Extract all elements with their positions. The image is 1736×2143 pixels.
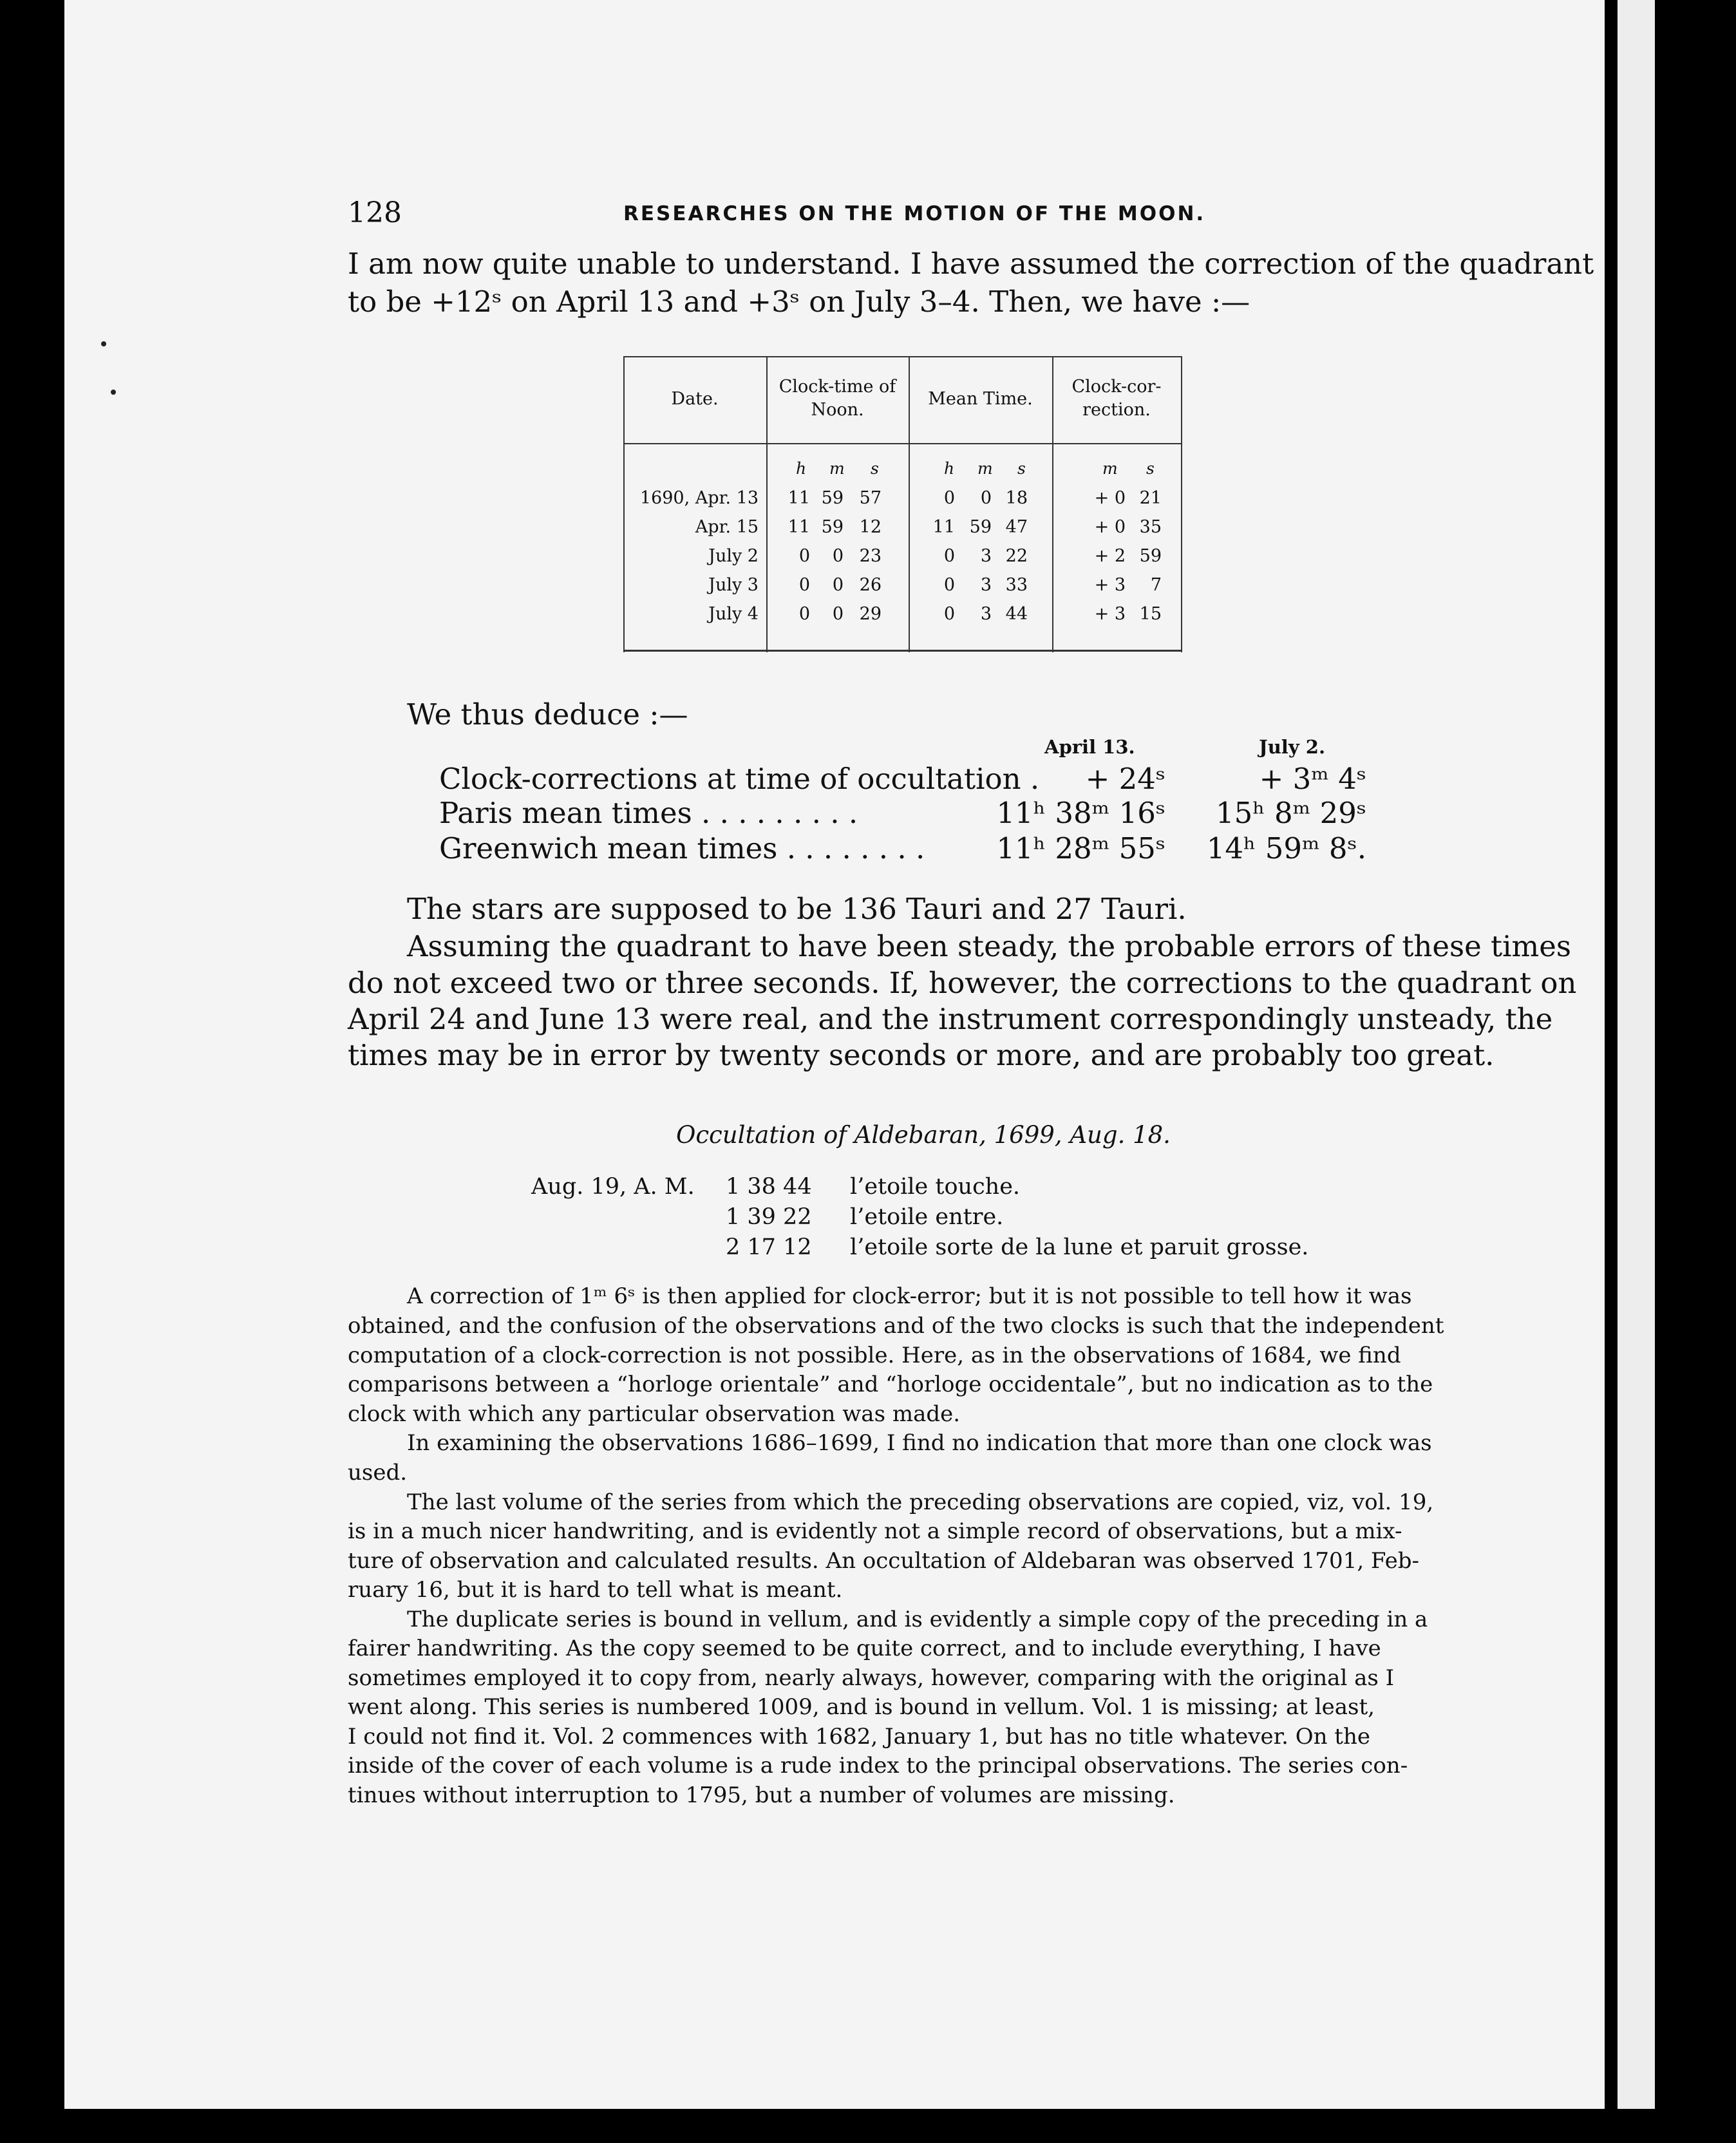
small-para-line: computation of a clock-correction is not possible. Here, as in the observations of 1684, we find [348, 1343, 1401, 1368]
header-clock-time-line1: Clock-time of [778, 377, 896, 397]
deduce-row-july: 15ʰ 8ᵐ 29ˢ [1216, 796, 1366, 830]
row-mean-h: 11 [932, 517, 955, 537]
deduce-row-april: 11ʰ 38ᵐ 16ˢ [996, 796, 1165, 830]
small-para-line: is in a much nicer handwriting, and is evidently not a simple record of observations, but a mix- [348, 1518, 1402, 1544]
page-number: 128 [348, 196, 402, 229]
small-para-line: used. [348, 1460, 408, 1486]
header-clock-time-line2: Noon. [811, 400, 864, 420]
row-mean-h: 0 [943, 488, 955, 508]
deduce-row-label: Clock-corrections at time of occultation . [439, 762, 1040, 796]
row-mean-m: 3 [980, 604, 992, 624]
deduce-row-july: + 3ᵐ 4ˢ [1259, 762, 1366, 796]
scan-border [1661, 0, 1736, 2143]
small-para-line: I could not find it. Vol. 2 commences with 1682, January 1, but has no title whatever. On the [348, 1724, 1370, 1750]
row-mean-s: 22 [1005, 546, 1028, 566]
row-clock-m: 0 [832, 575, 844, 595]
occultation-date: Aug. 19, A. M. [531, 1174, 695, 1200]
unit-h: h [944, 459, 955, 478]
row-mean-s: 33 [1005, 575, 1028, 595]
occultation-time: 1 38 44 [726, 1174, 812, 1200]
row-date: July 4 [708, 604, 759, 624]
para-assume-line: Assuming the quadrant to have been steady, the probable errors of these times [407, 929, 1571, 963]
small-para-line: inside of the cover of each volume is a rude index to the principal observations. The series con- [348, 1753, 1408, 1779]
unit-m: m [1102, 459, 1118, 478]
unit-m: m [829, 459, 845, 478]
row-mean-m: 0 [980, 488, 992, 508]
small-para-line: A correction of 1ᵐ 6ˢ is then applied for clock-error; but it is not possible to tell how it was [407, 1283, 1412, 1309]
scan-speck [101, 341, 106, 346]
unit-s: s [1017, 459, 1026, 478]
deduce-row-july: 14ʰ 59ᵐ 8ˢ. [1206, 831, 1366, 865]
header-clock-correction [1052, 375, 1181, 422]
small-para-line: went along. This series is numbered 1009, and is bound in vellum. Vol. 1 is missing; at least, [348, 1694, 1375, 1720]
row-mean-h: 0 [943, 546, 955, 566]
row-mean-m: 59 [969, 517, 992, 537]
row-mean-h: 0 [943, 604, 955, 624]
intro-line: I am now quite unable to understand. I have assumed the correction of the quadrant [348, 247, 1594, 281]
row-clock-s: 23 [859, 546, 882, 566]
row-clock-h: 11 [788, 517, 810, 537]
deduce-row-april: + 24ˢ [1085, 762, 1165, 796]
deduce-row-label: Greenwich mean times . . . . . . . . [439, 831, 925, 865]
occultation-note: l’etoile sorte de la lune et paruit grosse. [850, 1234, 1309, 1260]
row-mean-m: 3 [980, 575, 992, 595]
small-para-line: The duplicate series is bound in vellum, and is evidently a simple copy of the preceding in a [407, 1607, 1428, 1632]
row-date: July 3 [708, 575, 759, 595]
small-para-line: ture of observation and calculated results. An occultation of Aldebaran was observed 1701, Feb- [348, 1548, 1420, 1574]
row-corr-s: 59 [1139, 546, 1162, 566]
row-clock-h: 0 [798, 546, 810, 566]
next-page-edge [1618, 0, 1655, 2109]
table-rule [623, 443, 1182, 444]
row-corr-s: 7 [1150, 575, 1162, 595]
row-date: 1690, Apr. 13 [639, 488, 759, 508]
row-mean-m: 3 [980, 546, 992, 566]
small-para-line: obtained, and the confusion of the observations and of the two clocks is such that the independent [348, 1313, 1444, 1339]
row-clock-s: 57 [859, 488, 882, 508]
para-assume-line: do not exceed two or three seconds. If, however, the corrections to the quadrant on [348, 966, 1577, 1000]
row-clock-m: 59 [821, 488, 844, 508]
row-date: Apr. 15 [695, 517, 759, 537]
running-title: RESEARCHES ON THE MOTION OF THE MOON. [623, 202, 1206, 225]
deduce-col-april: April 13. [1044, 736, 1135, 758]
row-clock-m: 59 [821, 517, 844, 537]
row-clock-s: 12 [859, 517, 882, 537]
intro-line: to be +12ˢ on April 13 and +3ˢ on July 3–4. Then, we have :— [348, 285, 1250, 319]
row-clock-s: 26 [859, 575, 882, 595]
row-corr-m: + 0 [1094, 488, 1126, 508]
unit-s: s [871, 459, 879, 478]
small-para-line: sometimes employed it to copy from, nearly always, however, comparing with the original as I [348, 1665, 1395, 1691]
row-corr-s: 35 [1139, 517, 1162, 537]
small-para-line: In examining the observations 1686–1699, I find no indication that more than one clock was [407, 1430, 1432, 1456]
row-corr-s: 21 [1139, 488, 1162, 508]
row-clock-m: 0 [832, 546, 844, 566]
occultation-title: Occultation of Aldebaran, 1699, Aug. 18. [676, 1121, 1171, 1149]
unit-m: m [977, 459, 993, 478]
row-corr-m: + 3 [1094, 575, 1126, 595]
header-clock-correction-line1: Clock-cor- [1071, 377, 1162, 397]
occultation-note: l’etoile touche. [850, 1174, 1021, 1200]
row-mean-s: 18 [1005, 488, 1028, 508]
small-para-line: fairer handwriting. As the copy seemed to be quite correct, and to include everything, I have [348, 1636, 1381, 1661]
small-para-line: ruary 16, but it is hard to tell what is meant. [348, 1577, 843, 1603]
row-corr-m: + 2 [1094, 546, 1126, 566]
table-rule [623, 650, 1182, 652]
para-assume-line: April 24 and June 13 were real, and the instrument correspondingly unsteady, the [348, 1002, 1553, 1036]
row-date: July 2 [708, 546, 759, 566]
small-para-line: The last volume of the series from which the preceding observations are copied, viz, vol. 19, [407, 1489, 1434, 1515]
unit-s: s [1146, 459, 1155, 478]
small-para-line: clock with which any particular observation was made. [348, 1401, 961, 1427]
deduce-row-label: Paris mean times . . . . . . . . . [439, 796, 858, 830]
row-mean-s: 47 [1005, 517, 1028, 537]
row-clock-h: 0 [798, 604, 810, 624]
table-rule [1181, 356, 1182, 652]
deduce-row-april: 11ʰ 28ᵐ 55ˢ [996, 831, 1165, 865]
header-date: Date. [671, 389, 719, 409]
header-mean-time: Mean Time. [928, 389, 1033, 409]
clock-correction-table [623, 356, 1182, 652]
scan-speck [111, 390, 116, 395]
para-stars: The stars are supposed to be 136 Tauri and 27 Tauri. [407, 892, 1187, 926]
small-para-line: comparisons between a “horloge orientale” and “horloge occidentale”, but no indication as to the [348, 1372, 1433, 1397]
row-clock-s: 29 [859, 604, 882, 624]
row-clock-m: 0 [832, 604, 844, 624]
table-rule [623, 356, 1182, 357]
occultation-time: 2 17 12 [726, 1234, 812, 1260]
row-mean-h: 0 [943, 575, 955, 595]
deduce-intro: We thus deduce :— [407, 697, 688, 732]
row-corr-m: + 3 [1094, 604, 1126, 624]
header-clock-correction-line2: rection. [1082, 400, 1151, 420]
row-clock-h: 0 [798, 575, 810, 595]
deduce-col-july: July 2. [1259, 736, 1326, 758]
unit-h: h [796, 459, 807, 478]
row-mean-s: 44 [1005, 604, 1028, 624]
row-corr-s: 15 [1139, 604, 1162, 624]
small-para-line: tinues without interruption to 1795, but a number of volumes are missing. [348, 1782, 1175, 1808]
occultation-note: l’etoile entre. [850, 1204, 1004, 1230]
header-clock-time [766, 375, 909, 422]
para-assume-line: times may be in error by twenty seconds or more, and are probably too great. [348, 1038, 1495, 1072]
row-corr-m: + 0 [1094, 517, 1126, 537]
occultation-time: 1 39 22 [726, 1204, 812, 1230]
row-clock-h: 11 [788, 488, 810, 508]
